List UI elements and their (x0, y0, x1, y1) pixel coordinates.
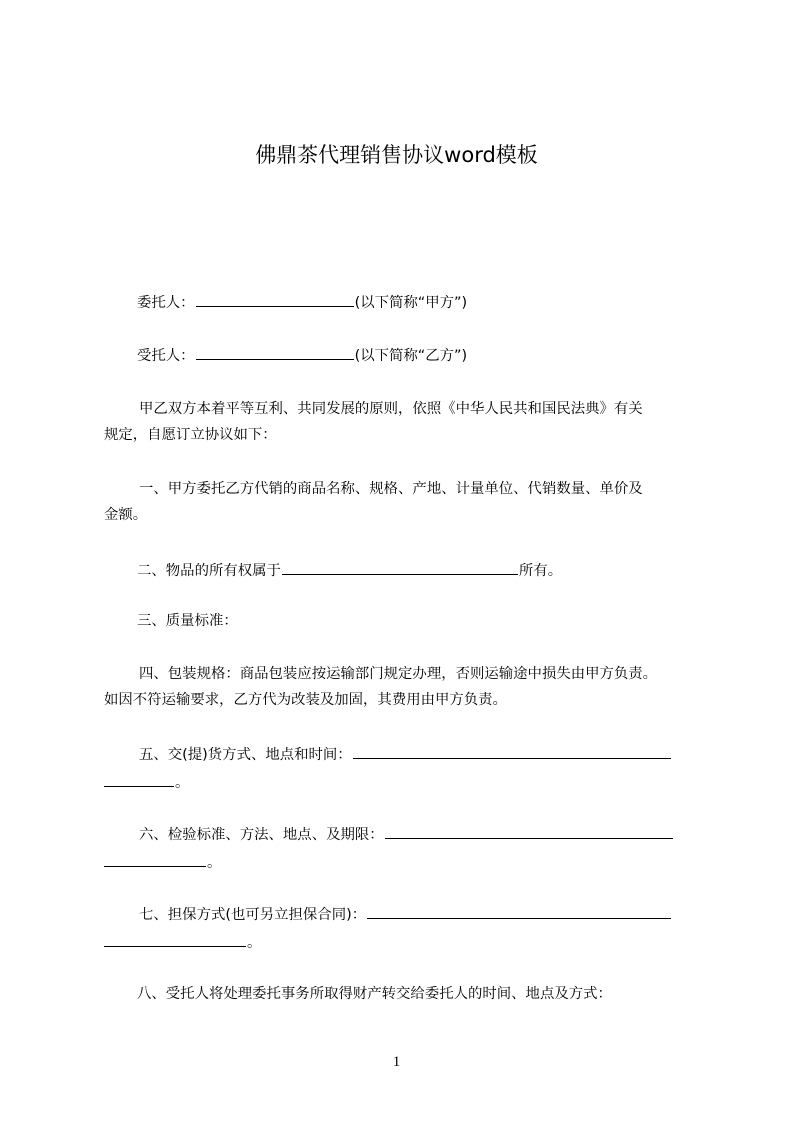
trustee-suffix: (以下简称“乙方”) (354, 348, 468, 364)
clause-5-prefix: 五、交(提)货方式、地点和时间： (139, 747, 352, 763)
clause-4-line2: 如因不符运输要求，乙方代为改装及加固，其费用由甲方负责。 (104, 692, 507, 708)
entrustor-blank[interactable] (196, 288, 354, 307)
clause-5-blank-2[interactable] (104, 768, 174, 787)
clause-1-line2: 金额。 (104, 507, 148, 523)
entrustor-label: 委托人： (137, 295, 195, 311)
clause-3 (104, 608, 704, 634)
clause-5 (104, 740, 704, 796)
clause-preamble (104, 396, 704, 448)
clause-5-blank-1[interactable] (353, 740, 671, 759)
clause-7-suffix: 。 (247, 935, 262, 951)
clause-4-line1: 四、包装规格：商品包装应按运输部门规定办理，否则运输途中损失由甲方负责。 (139, 666, 658, 682)
entrustor-suffix: (以下简称“甲方”) (354, 295, 468, 311)
clause-7 (104, 900, 704, 956)
clause-7-prefix: 七、担保方式(也可另立担保合同)： (139, 907, 367, 923)
clause-entrustor (104, 288, 704, 316)
clause-6 (104, 820, 704, 876)
clause-8-text: 八、受托人将处理委托事务所取得财产转交给委托人的时间、地点及方式： (137, 986, 612, 1002)
page-number: 1 (392, 1054, 401, 1070)
preamble-line2: 规定，自愿订立协议如下： (104, 427, 277, 443)
clause-1-line1: 一、甲方委托乙方代销的商品名称、规格、产地、计量单位、代销数量、单价及 (139, 481, 643, 497)
clause-7-blank-1[interactable] (367, 900, 671, 919)
clause-5-suffix: 。 (175, 775, 190, 791)
preamble-line1: 甲乙双方本着平等互利、共同发展的原则，依照《中华人民共和国民法典》有关 (139, 401, 643, 417)
clause-7-blank-2[interactable] (104, 928, 246, 947)
clause-1 (104, 476, 704, 528)
clause-3-text: 三、质量标准： (137, 613, 238, 629)
trustee-label: 受托人： (137, 348, 195, 364)
clause-trustee (104, 341, 704, 369)
clause-6-blank-2[interactable] (104, 848, 206, 867)
document-title: 佛鼎茶代理销售协议word模板 (255, 143, 538, 167)
clause-2 (104, 556, 704, 584)
clause-4 (104, 661, 704, 713)
clause-8 (104, 981, 704, 1007)
trustee-blank[interactable] (196, 341, 354, 360)
clause-6-blank-1[interactable] (385, 820, 673, 839)
clause-2-prefix: 二、物品的所有权属于 (137, 563, 281, 579)
clause-6-prefix: 六、检验标准、方法、地点、及期限： (139, 827, 384, 843)
clause-2-blank[interactable] (282, 556, 518, 575)
clause-2-suffix: 所有。 (518, 563, 563, 579)
clause-6-suffix: 。 (207, 855, 222, 871)
